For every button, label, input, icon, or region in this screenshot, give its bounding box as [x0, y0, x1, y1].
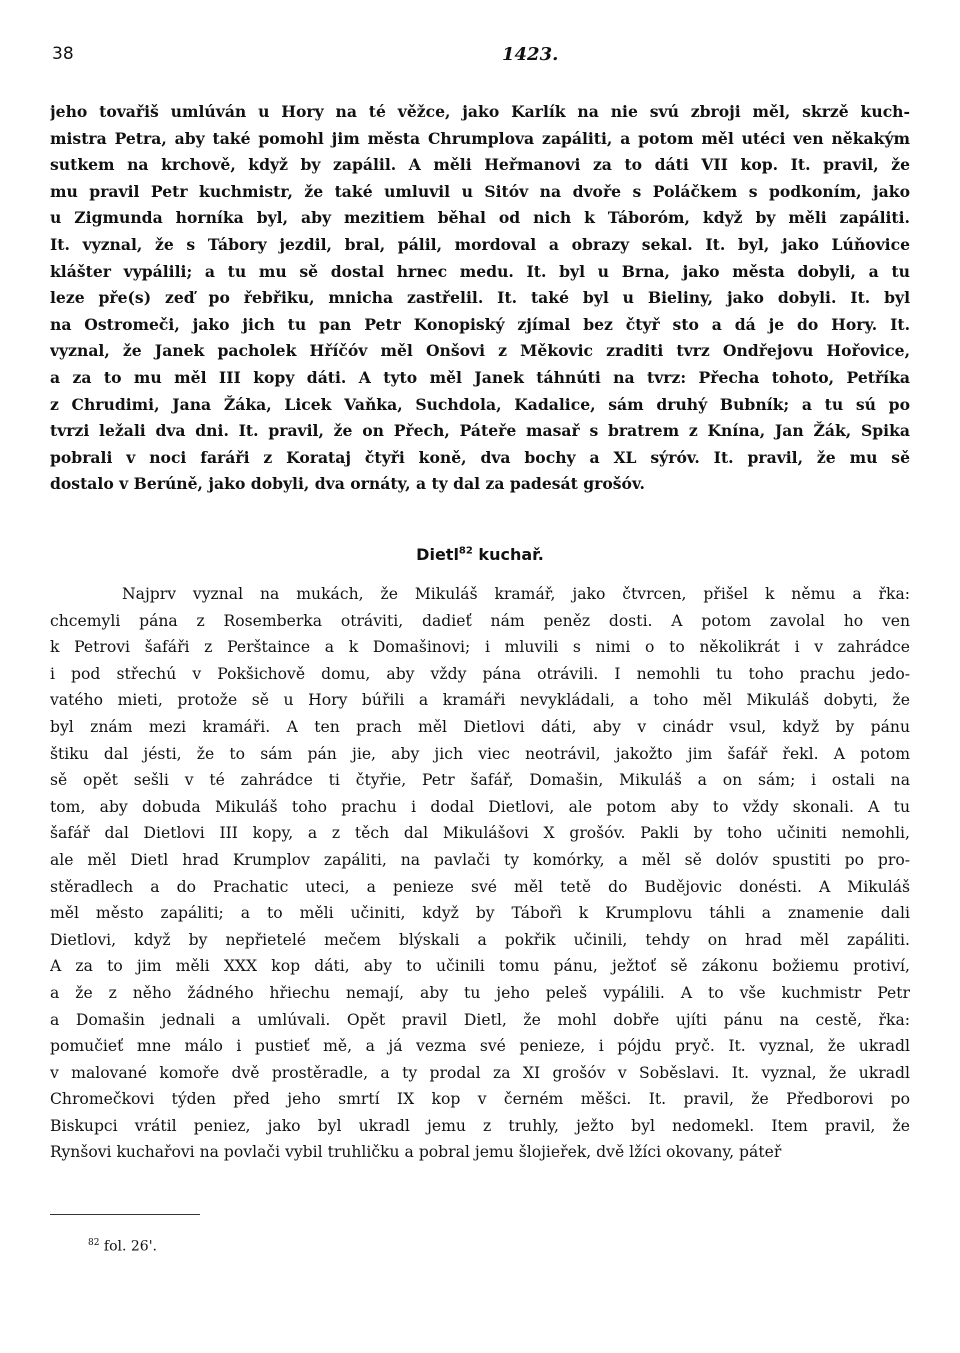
- text-line: sutkem na krchově, když by zapálil. A měli Heřmanovi za to dáti VII kop. It. pravil, že: [50, 155, 910, 175]
- text-line: tvrzi ležali dva dni. It. pravil, že on Přech, Páteře masař s bratrem z Knína, Jan Žák, Spika: [50, 421, 910, 441]
- text-line: vatého mieti, protože sě u Hory búřili a kramáři nevykládali, a toho měl Mikuláš dobyti, že: [50, 691, 910, 710]
- section-heading: [0, 545, 960, 564]
- text-line: vyznal, že Janek pacholek Hříčóv měl Onšovi z Měkovic zraditi tvrz Ondřejovu Hořovice,: [50, 341, 910, 361]
- text-line: mistra Petra, aby také pomohl jim města Chrumplova zapáliti, a potom měl utéci ven někakým: [50, 128, 910, 148]
- heading-title: kuchař.: [478, 545, 544, 564]
- text-line: byl znám mezi kramáři. A ten prach měl Dietlovi dáti, aby v cinádr vsul, když by pánu: [50, 717, 910, 736]
- paragraph-dietl-confession: [50, 581, 910, 1166]
- text-line: a že z něho žádného hřiechu nemají, aby tu jeho peleš vypálili. A to vše kuchmistr Petr: [50, 983, 910, 1002]
- heading-footnote-ref: 82: [458, 545, 473, 557]
- text-line: sě opět sešli v té zahrádce ti čtyřie, Petr šafář, Domašin, Mikuláš a on sám; i ostali na: [50, 771, 910, 790]
- text-line: na Ostromeči, jako jich tu pan Petr Konopiský zjímal bez čtyř sto a dá je do Hory. It.: [50, 314, 910, 334]
- text-line: klášter vypálili; a tu mu sě dostal hrnec medu. It. byl u Brna, jako města dobyli, a tu: [50, 261, 910, 281]
- text-line: dostalo v Berúně, jako dobyli, dva ornáty, a ty dal za padesát grošóv.: [50, 474, 645, 494]
- footnote-text: fol. 26'.: [103, 1238, 158, 1255]
- text-line: a za to mu měl III kopy dáti. A tyto měl Janek táhnúti na tvrz: Přecha tohoto, Petříka: [50, 367, 910, 387]
- text-line: ale měl Dietl hrad Krumplov zapáliti, na pavlači ty komórky, a měl sě dolóv spustiti po pro-: [50, 850, 910, 869]
- text-line: měl město zapáliti; a to měli učiniti, když by Tábořì k Krumplovu táhli a znamenie dali: [50, 904, 910, 923]
- text-line: pomučieť mne málo i pustieť mě, a já vezma své penieze, i pójdu pryč. It. vyznal, že ukradl: [50, 1037, 910, 1056]
- text-line: a Domašin jednali a umlúvali. Opět pravil Dietl, že mohl dobře ujíti pánu na cestě, řka:: [50, 1010, 910, 1029]
- text-line: Rynšovi kuchařovi na povlači vybil truhličku a pobral jemu šlojieřek, dvě lžíci okovany, páteř: [50, 1143, 782, 1162]
- text-line: mu pravil Petr kuchmistr, že také umluvil u Sitóv na dvoře s Poláčkem s podkoním, jako: [50, 181, 910, 201]
- footnote-ref: 82: [88, 1238, 100, 1248]
- footnote-divider: [50, 1214, 200, 1215]
- text-line: pobrali v noci faráři z Korataj čtyři koně, dva bochy a XL sýróv. It. pravil, že mu sě: [50, 447, 910, 467]
- text-line: z Chrudimi, Jana Žáka, Licek Vaňka, Suchdola, Kadalice, sám druhý Bubník; a tu sú po: [50, 394, 910, 414]
- page-number: 38: [52, 44, 74, 64]
- text-line: štiku dal jésti, že to sám pán jie, aby jich viec neotrávil, jakožto jim šafář řekl. A potom: [50, 744, 910, 763]
- text-line: stěradlech a do Prachatic uteci, a penieze své měl tetě do Budějovic donésti. A Mikuláš: [50, 877, 910, 896]
- text-line: chcemyli pána z Rosemberka otráviti, dadieť nám peněz dosti. A potom zavolal ho ven: [50, 611, 910, 630]
- text-line: Chromečkovi týden před jeho smrtí IX kop v černém měšci. It. pravil, že Předborovi po: [50, 1090, 910, 1109]
- footnote: [88, 1238, 157, 1255]
- text-line: A za to jim měli XXX kop dáti, aby to učinili tomu pánu, ježtoť sě zákonu božiemu protiví,: [50, 957, 910, 976]
- text-line: v malované komoře dvě prostěradle, a ty prodal za XI grošóv v Soběslavi. It. vyznal, že ukradl: [50, 1063, 910, 1082]
- text-line: u Zigmunda horníka byl, aby mezitiem běhal od nich k Táborόm, když by měli zapáliti.: [50, 208, 910, 228]
- text-line: k Petrovi šafáři z Perštaince a k Domašinovi; i mluvili s nimi o to několikrát i v zahrádce: [50, 638, 910, 657]
- text-line: šafář dal Dietlovi III kopy, a z těch dal Mikulášovi X grošóv. Pakli by toho učiniti nemohli,: [50, 824, 910, 843]
- text-line: leze pře(s) zeď po řebřiku, mnicha zastřelil. It. také byl u Bieliny, jako dobyli. It. byl: [50, 288, 910, 308]
- text-line: It. vyznal, že s Tábory jezdil, bral, pálil, mordoval a obrazy sekal. It. byl, jako Lúňovice: [50, 234, 910, 254]
- heading-name: Dietl: [416, 545, 459, 564]
- page-header: [52, 44, 912, 74]
- text-line: Dietlovi, když by nepřietelé mečem blýskali a pokřik učinili, tehdy on hrad měl zapáliti.: [50, 930, 910, 949]
- text-line: i pod střechú v Pokšichově domu, aby vždy pána otrávili. I nemohli tu toho prachu jedo-: [50, 664, 910, 683]
- running-head-year: 1423.: [502, 44, 559, 65]
- text-line: Biskupci vrátil peniez, jako byl ukradl jemu z truhly, ježto byl nedomekl. Item pravil, že: [50, 1116, 910, 1135]
- text-line: tom, aby dobuda Mikuláš toho prachu i dodal Dietlovi, ale potom aby to vždy skonali. A tu: [50, 797, 910, 816]
- paragraph-confession-continued: [50, 99, 910, 498]
- text-line: jeho tovařiš umlúván u Hory na té věžce, jako Karlík na nie svú zbroji měl, skrzě kuch-: [50, 102, 910, 121]
- text-line: Najprv vyznal na mukách, že Mikuláš kramář, jako čtvrcen, přišel k němu a řka:: [122, 585, 910, 603]
